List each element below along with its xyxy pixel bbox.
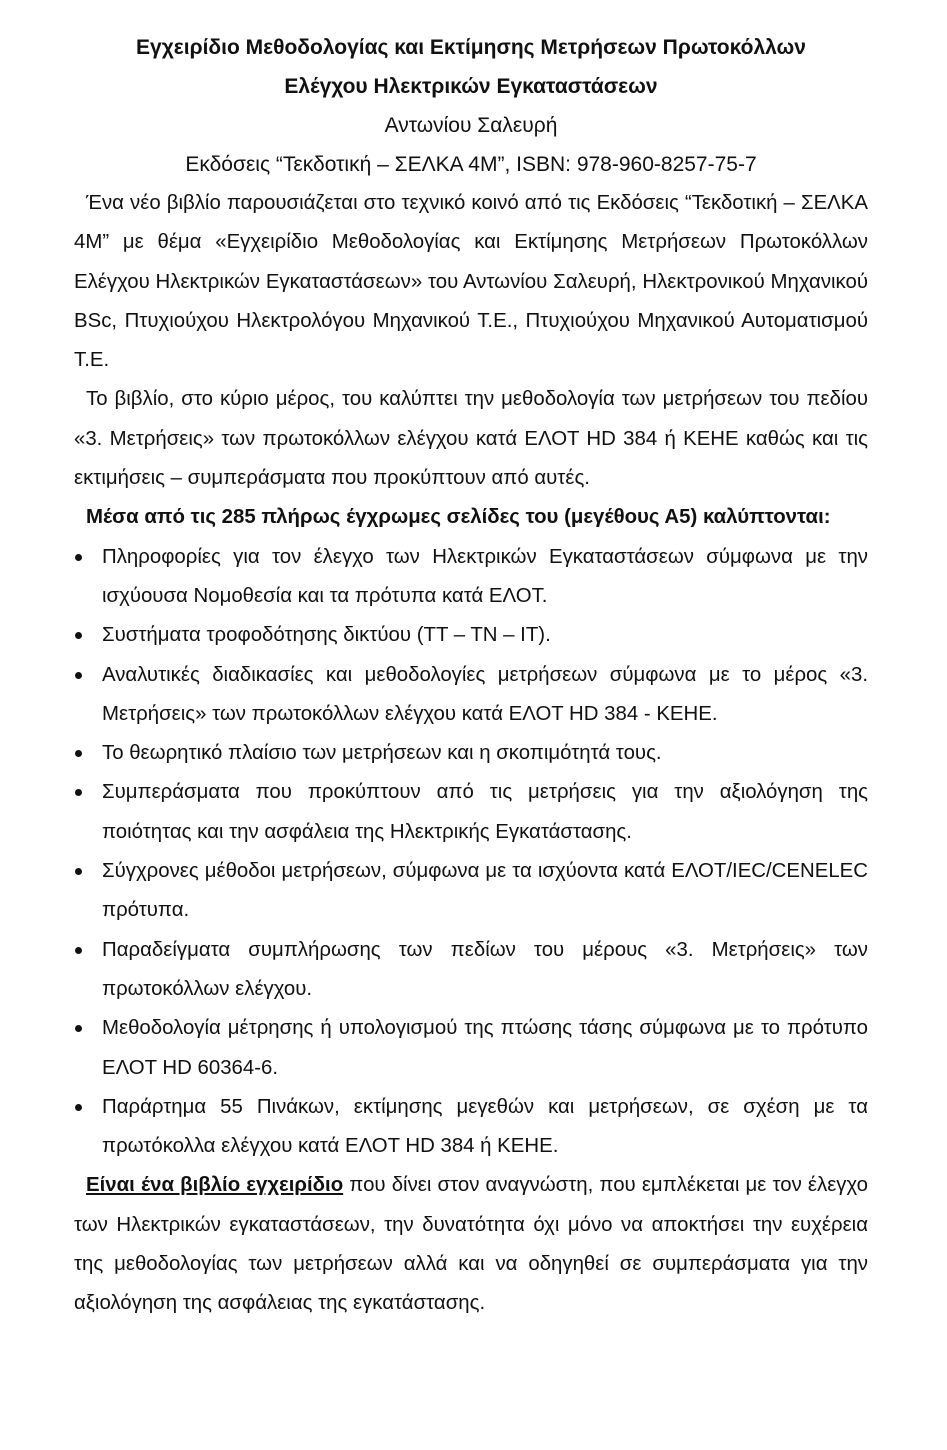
bullet-dot-icon xyxy=(75,1104,82,1111)
bullet-item xyxy=(74,931,868,1010)
bullet-dot-icon xyxy=(75,947,82,954)
bullet-dot-icon xyxy=(75,789,82,796)
book-title-line-2: Ελέγχου Ηλεκτρικών Εγκαταστάσεων xyxy=(284,75,658,98)
bullet-dot-icon xyxy=(75,868,82,875)
bullet-dot-icon xyxy=(75,554,82,561)
closing-paragraph xyxy=(74,1166,868,1323)
document-page xyxy=(74,28,868,1324)
bullet-text: Το θεωρητικό πλαίσιο των μετρήσεων και η σκοπιμότητά τους. xyxy=(102,742,662,765)
bullet-text: Συστήματα τροφοδότησης δικτύου (ΤΤ – ΤΝ – ΙΤ). xyxy=(102,624,551,647)
publisher-isbn: Εκδόσεις “Τεκδοτική – ΣΕΛΚΑ 4Μ”, ISBN: 978-960-8257-75-7 xyxy=(185,153,757,176)
bullet-dot-icon xyxy=(75,632,82,639)
bullet-item xyxy=(74,616,868,655)
bullet-text: Μεθοδολογία μέτρησης ή υπολογισμού της πτώσης τάσης σύμφωνα με το πρότυπο ΕΛΟΤ HD 60364-6. xyxy=(102,1017,868,1079)
scope-paragraph: Το βιβλίο, στο κύριο μέρος, του καλύπτει την μεθοδολογία των μετρήσεων του πεδίου «3. Μετρήσεις» των πρωτοκόλλων ελέγχου κατά ΕΛΟΤ HD 384 ή ΚΕΗΕ καθώς και τις εκτιμήσεις – συμπεράσματα που προκύπτουν από αυτές. xyxy=(74,388,868,490)
bullet-text: Αναλυτικές διαδικασίες και μεθοδολογίες μετρήσεων σύμφωνα με το μέρος «3. Μετρήσεις» των πρωτοκόλλων ελέγχου κατά ΕΛΟΤ HD 384 - ΚΕΗΕ. xyxy=(102,663,868,725)
bullet-text: Σύγχρονες μέθοδοι μετρήσεων, σύμφωνα με τα ισχύοντα κατά ΕΛΟΤ/IEC/CENELEC πρότυπα. xyxy=(102,860,868,922)
contents-bullet-list xyxy=(74,538,868,1167)
bullet-dot-icon xyxy=(75,672,82,679)
closing-emphasis: Είναι ένα βιβλίο εγχειρίδιο xyxy=(86,1174,344,1197)
bullet-text: Πληροφορίες για τον έλεγχο των Ηλεκτρικών Εγκαταστάσεων σύμφωνα με την ισχύουσα Νομοθεσία και τα πρότυπα κατά ΕΛΟΤ. xyxy=(102,545,868,607)
contents-heading: Μέσα από τις 285 πλήρως έγχρωμες σελίδες του (μεγέθους Α5) καλύπτονται: xyxy=(86,506,831,529)
book-title-line-1: Εγχειρίδιο Μεθοδολογίας και Εκτίμησης Μετρήσεων Πρωτοκόλλων xyxy=(136,36,806,59)
bullet-text: Παραδείγματα συμπλήρωσης των πεδίων του μέρους «3. Μετρήσεις» των πρωτοκόλλων ελέγχου. xyxy=(102,938,868,1000)
bullet-item xyxy=(74,538,868,617)
bullet-item xyxy=(74,1088,868,1167)
intro-paragraph: Ένα νέο βιβλίο παρουσιάζεται στο τεχνικό κοινό από τις Εκδόσεις “Τεκδοτική – ΣΕΛΚΑ 4Μ” με θέμα «Εγχειρίδιο Μεθοδολογίας και Εκτίμησης Μετρήσεων Πρωτοκόλλων Ελέγχου Ηλεκτρικών Εγκαταστάσεων» του Αντωνίου Σαλευρή, Ηλεκτρονικού Μηχανικού BSc, Πτυχιούχου Ηλεκτρολόγου Μηχανικού Τ.Ε., Πτυχιούχου Μηχανικού Αυτοματισμού Τ.Ε. xyxy=(74,192,868,372)
bullet-item xyxy=(74,773,868,852)
author-name: Αντωνίου Σαλευρή xyxy=(384,114,558,137)
bullet-dot-icon xyxy=(75,1025,82,1032)
bullet-dot-icon xyxy=(75,750,82,757)
bullet-item xyxy=(74,734,868,773)
bullet-text: Παράρτημα 55 Πινάκων, εκτίμησης μεγεθών και μετρήσεων, σε σχέση με τα πρωτόκολλα ελέγχου κατά ΕΛΟΤ HD 384 ή ΚΕΗΕ. xyxy=(102,1095,868,1158)
bullet-item xyxy=(74,852,868,931)
bullet-item xyxy=(74,1009,868,1088)
closing-text: που δίνει στον αναγνώστη, που εμπλέκεται με τον έλεγχο των Ηλεκτρικών εγκαταστάσεων, την δυνατότητα όχι μόνο να αποκτήσει την ευχέρεια της μεθοδολογίας των μετρήσεων αλλά και να οδηγηθεί σε συμπεράσματα για την αξιολόγηση της ασφάλειας της εγκατάστασης. xyxy=(74,1174,868,1315)
bullet-text: Συμπεράσματα που προκύπτουν από τις μετρήσεις για την αξιολόγηση της ποιότητας και την ασφάλεια της Ηλεκτρικής Εγκατάστασης. xyxy=(102,781,868,843)
bullet-item xyxy=(74,656,868,735)
